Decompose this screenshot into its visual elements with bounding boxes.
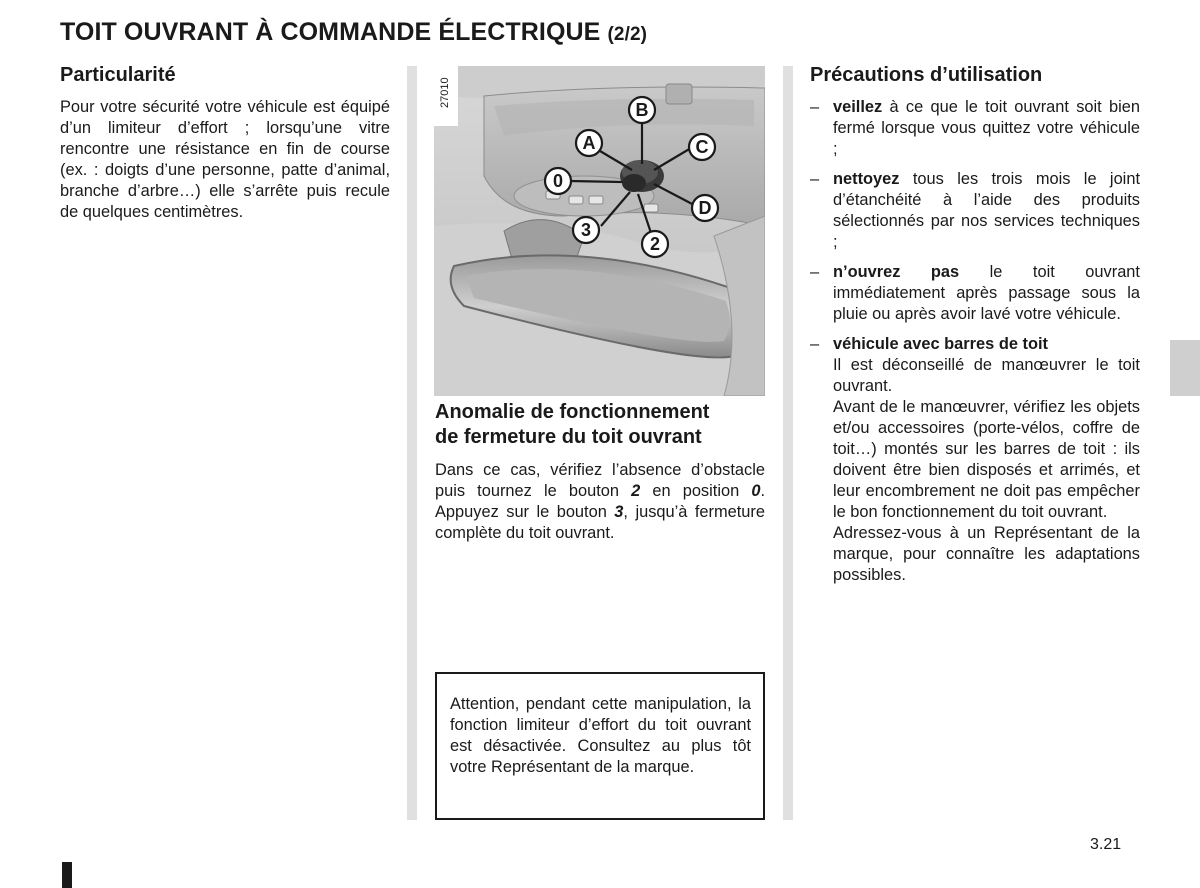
precautions-heading: Précautions d’utilisation bbox=[810, 64, 1043, 86]
figure-reference: 27010 bbox=[439, 77, 451, 108]
page-title-main: TOIT OUVRANT À COMMANDE ÉLECTRIQUE bbox=[60, 18, 601, 46]
button-ref-2: 2 bbox=[631, 482, 641, 500]
bullet-dash: – bbox=[810, 263, 820, 281]
callout-label-a: A bbox=[582, 133, 596, 153]
page-title bbox=[60, 18, 760, 47]
sunroof-control-illustration bbox=[434, 66, 765, 396]
anomalie-heading-line1: Anomalie de fonctionnement bbox=[435, 401, 710, 423]
callout-label-3: 3 bbox=[580, 220, 592, 240]
bullet-dash: – bbox=[810, 98, 820, 116]
corner-mark bbox=[62, 862, 72, 888]
precaution-keyword: nettoyez bbox=[833, 170, 900, 188]
anomalie-text-part: Dans ce cas, vérifiez l’absence d’obstacle puis tournez le bouton bbox=[435, 461, 765, 500]
page-title-suffix: (2/2) bbox=[607, 24, 648, 45]
anomalie-section bbox=[435, 400, 765, 544]
column-separator-right bbox=[783, 66, 793, 820]
precaution-text: à ce que le toit ouvrant soit bien fermé lorsque vous quittez votre véhicule ; bbox=[833, 98, 1140, 158]
anomalie-text-part: , jusqu’à fermeture complète du toit ouvrant. bbox=[435, 503, 765, 542]
button-ref-3: 3 bbox=[614, 503, 624, 521]
particularite-text: Pour votre sécurité votre véhicule est équipé d’un limiteur d’effort ; lorsqu’une vitre rencontre une résistance en fin de course (ex. : doigts d’une personne, patte d’animal, branche d’arbre…) elle s’arrête puis recule de quelques centimètres. bbox=[60, 98, 390, 221]
precautions-section bbox=[810, 60, 1140, 595]
warning-text: Attention, pendant cette manipulation, la fonction limiteur d’effort du toit ouvrant est désactivée. Consultez au plus tôt votre Représentant de la marque. bbox=[450, 695, 751, 776]
column-separator-left bbox=[407, 66, 417, 820]
precaution-keyword: véhicule avec barres de toit bbox=[833, 335, 1048, 353]
precaution-text: Avant de le manœuvrer, vérifiez les objets et/ou accessoires (porte-vélos, coffre de toit…) montés sur les barres de toit : ils doivent être bien disposés et arrimés, et leur encombrement ne doit pas empêcher le bon fonctionnement du toit ouvrant. bbox=[833, 398, 1140, 521]
precaution-keyword: n’ouvrez pas bbox=[833, 263, 960, 281]
anomalie-text-part: en position bbox=[640, 482, 752, 500]
precaution-item bbox=[810, 262, 1140, 325]
sunroof-diagram bbox=[434, 66, 765, 396]
callout-label-0: 0 bbox=[552, 171, 564, 191]
particularite-section bbox=[60, 60, 390, 223]
callout-label-b: B bbox=[635, 100, 649, 120]
precaution-keyword: veillez bbox=[833, 98, 883, 116]
callout-label-c: C bbox=[695, 137, 709, 157]
precaution-item bbox=[810, 334, 1140, 586]
anomalie-text bbox=[435, 460, 765, 544]
precaution-item bbox=[810, 169, 1140, 253]
precaution-text: tous les trois mois le joint d’étanchéité à l’aide des produits sélectionnés par nos services techniques ; bbox=[833, 170, 1140, 251]
chapter-side-tab bbox=[1170, 340, 1200, 396]
precaution-text: le toit ouvrant immédiatement après passage sous la pluie ou après avoir lavé votre véhicule. bbox=[833, 263, 1140, 323]
precaution-text: Il est déconseillé de manœuvrer le toit ouvrant. bbox=[833, 356, 1140, 395]
bullet-dash: – bbox=[810, 170, 820, 188]
anomalie-text-part: . Appuyez sur le bouton bbox=[435, 482, 766, 521]
particularite-heading: Particularité bbox=[60, 64, 176, 86]
callout-label-d: D bbox=[698, 198, 712, 218]
anomalie-heading-line2: de fermeture du toit ouvrant bbox=[435, 426, 702, 448]
precaution-item bbox=[810, 97, 1140, 160]
page-number: 3.21 bbox=[1090, 836, 1122, 853]
warning-box bbox=[435, 672, 765, 820]
position-ref-0: 0 bbox=[751, 482, 761, 500]
anomalie-heading bbox=[435, 400, 765, 450]
bullet-dash: – bbox=[810, 335, 820, 353]
precaution-text: Adressez-vous à un Représentant de la marque, pour connaître les adaptations possibles. bbox=[833, 524, 1140, 584]
callout-label-2: 2 bbox=[649, 234, 661, 254]
